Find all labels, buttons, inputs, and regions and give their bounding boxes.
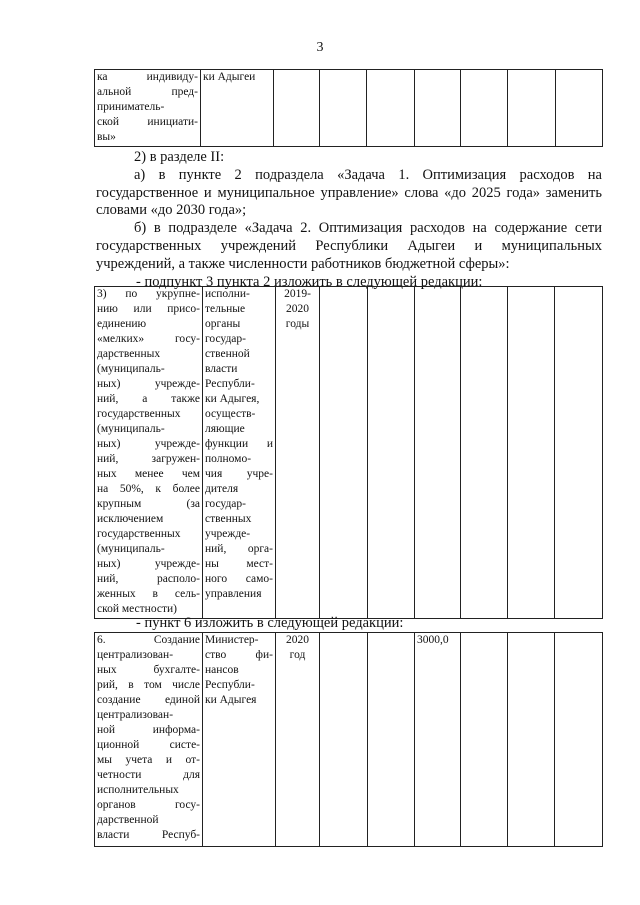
text-line: вы» [97,131,116,143]
text-line: осуществ- [205,408,256,420]
text-line: ний, орга- [205,543,273,555]
text-line: ных) учрежде- [97,378,200,390]
table2-empty-cell [415,287,461,619]
text-line: четности для [97,769,200,781]
table3-period-cell [276,633,320,847]
text-line: дарственных [97,348,161,360]
text-line: органы [205,318,241,330]
text-line: ных) учрежде- [97,558,200,570]
text-line: 6. Создание [97,634,200,646]
text-line: ки Адыгея [205,694,257,706]
table2-empty-cell [320,287,368,619]
amount-value: 3000,0 [417,634,449,646]
table1-empty-cell [367,70,415,147]
text-line: ки Адыгея, [205,393,260,405]
text-line: (муниципаль- [97,543,165,555]
text-line: исполнительных [97,784,179,796]
text-line: 2019- [284,288,311,300]
text-line: рий, в том числе [97,679,200,691]
text-line: учрежде- [205,528,251,540]
text-line: функции и [205,438,273,450]
text-line: ство фи- [205,649,273,661]
table-subitem-3 [94,286,603,619]
text-line: нию или присо- [97,303,200,315]
text-line: 2020 [286,303,309,315]
text-line: власти Респуб- [97,829,200,841]
text-line: органов госу- [97,799,200,811]
text-line: дарственной [97,814,159,826]
text-line: Министер- [205,634,259,646]
table1-empty-cell [461,70,508,147]
text-line: мы учета и от- [97,754,200,766]
text-line: создание единой [97,694,200,706]
table-continued [94,69,603,147]
body-text [96,149,602,291]
text-line: Республи- [205,679,255,691]
table3-amount-cell [415,633,461,847]
text-line: тельные [205,303,246,315]
text-line: ний, располо- [97,573,200,585]
paragraph-item-b: б) в подразделе «Задача 2. Оптимизация расходов на содержание сети государственных учреждений Республики Адыгеи и муниципальных учреждений, а также численности работников бюджетной сферы»: [96,220,602,272]
text-line: ной информа- [97,724,200,736]
text-line: власти [205,363,238,375]
text-line: полномо- [205,453,252,465]
text-line: на 50%, к более [97,483,200,495]
table1-measure-cell [95,70,201,147]
text-line: исполни- [205,288,250,300]
text-line: единению [97,318,147,330]
text-line: ний, загружен- [97,453,200,465]
text-line: ных бухгалте- [97,664,200,676]
text-line: (муниципаль- [97,363,165,375]
text-line: альной пред- [97,86,198,98]
text-line: государственных [97,528,181,540]
text-line: государ- [205,498,246,510]
text-line: «мелких» госу- [97,333,200,345]
table2-empty-cell [368,287,415,619]
table3-empty-cell [320,633,368,847]
table2-empty-cell [555,287,603,619]
table1-empty-cell [274,70,320,147]
table3-empty-cell [461,633,508,847]
text-line: централизован- [97,649,174,661]
text-line: ляющие [205,423,245,435]
text-line: ционной систе- [97,739,200,751]
text-line: государ- [205,333,246,345]
table3-measure-cell [95,633,203,847]
text-line: ний, а также [97,393,200,405]
table2-period-cell [276,287,320,619]
item-6-instruction: - пункт 6 изложить в следующей редакции: [136,615,404,631]
table2-executor-cell [203,287,276,619]
paragraph-item-a: а) в пункте 2 подраздела «Задача 1. Оптимизация расходов на государственное и муниципальное управление» слова «до 2025 года» заменить словами «до 2030 года»; [96,166,602,219]
text-line: приниматель- [97,101,165,113]
text-line: централизован- [97,709,174,721]
text-line: (муниципаль- [97,423,165,435]
text-line: ственной [205,348,250,360]
text-line: женных в сель- [97,588,200,600]
table1-empty-cell [556,70,603,147]
table3-executor-cell [203,633,276,847]
table3-empty-cell [555,633,603,847]
table2-empty-cell [508,287,555,619]
text-line: ской инициати- [97,116,198,128]
section-2-heading: 2) в разделе II: [134,149,225,165]
text-line: нансов [205,664,239,676]
text-line: Республи- [205,378,255,390]
text-line: ки Адыгеи [203,71,256,83]
subitem-3-instruction: - подпункт 3 пункта 2 изложить в следующей редакции: [136,273,483,290]
text-line: годы [285,318,310,330]
text-line: ны мест- [205,558,273,570]
table2-measure-cell [95,287,203,619]
page-number: 3 [316,40,324,55]
text-line: 3) по укрупне- [97,288,200,300]
table1-empty-cell [508,70,556,147]
table3-empty-cell [508,633,555,847]
text-line: управления [205,588,262,600]
text-line: ного само- [205,573,273,585]
text-line: 2020 [286,634,309,646]
table3-empty-cell [368,633,415,847]
text-line: чия учре- [205,468,273,480]
text-line: ных) учрежде- [97,438,200,450]
table1-empty-cell [320,70,367,147]
text-line: государственных [97,408,181,420]
text-line: ской местности) [97,603,177,615]
table-item-6 [94,632,603,847]
table1-executor-cell [201,70,274,147]
text-line: исключением [97,513,164,525]
text-line: ных менее чем [97,468,200,480]
text-line: ственных [205,513,252,525]
text-line: ка индивиду- [97,71,198,83]
table2-empty-cell [461,287,508,619]
text-line: крупным (за [97,498,200,510]
text-line: дителя [205,483,239,495]
table1-empty-cell [415,70,461,147]
text-line: год [289,649,306,661]
